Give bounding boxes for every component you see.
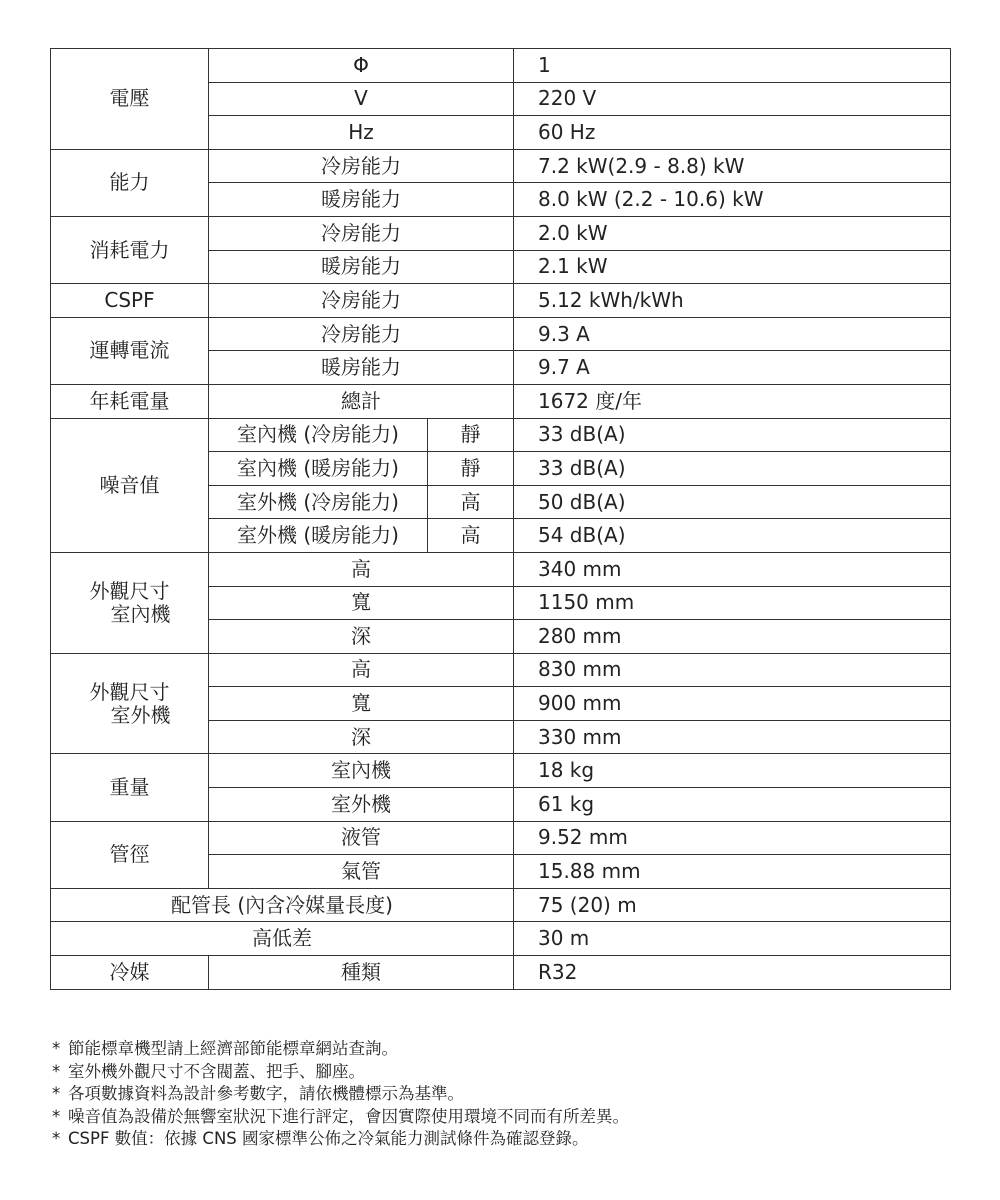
category-capacity: 能力 — [51, 149, 209, 216]
table-row — [51, 149, 951, 183]
value-pipe-length: 75 (20) m — [514, 888, 951, 922]
value-outdoor-depth: 330 mm — [514, 720, 951, 754]
footnote — [52, 1038, 952, 1061]
spec-table — [50, 48, 951, 990]
item-refrigerant-type: 種類 — [209, 956, 514, 990]
mode-noise-2: 靜 — [428, 452, 514, 486]
note-marker: * — [52, 1084, 61, 1104]
category-line-1: 外觀尺寸 — [89, 679, 170, 704]
value-annual-total: 1672 度/年 — [514, 384, 951, 418]
table-row — [51, 317, 951, 351]
mode-noise-1: 靜 — [428, 418, 514, 452]
item-indoor-depth: 深 — [209, 620, 514, 654]
note-marker: * — [52, 1106, 61, 1126]
table-row — [51, 821, 951, 855]
item-capacity-heating: 暖房能力 — [209, 183, 514, 217]
value-noise-3: 50 dB(A) — [514, 485, 951, 519]
note-marker: * — [52, 1039, 61, 1058]
value-indoor-height: 340 mm — [514, 552, 951, 586]
value-capacity-heating: 8.0 kW (2.2 - 10.6) kW — [514, 183, 951, 217]
category-cspf: CSPF — [51, 284, 209, 318]
value-noise-2: 33 dB(A) — [514, 452, 951, 486]
category-line-2: 室外機 — [110, 702, 171, 727]
value-current-heating: 9.7 A — [514, 351, 951, 385]
footnote-text: 室外機外觀尺寸不含閥蓋、把手、腳座。 — [68, 1061, 365, 1081]
value-pipe-liquid: 9.52 mm — [514, 821, 951, 855]
value-current-cooling: 9.3 A — [514, 317, 951, 351]
footnote-text: 節能標章機型請上經濟部節能標章網站查詢。 — [68, 1039, 398, 1058]
footnote — [52, 1061, 952, 1084]
item-weight-outdoor: 室外機 — [209, 788, 514, 822]
table-row — [51, 888, 951, 922]
item-volt: V — [209, 82, 514, 116]
item-indoor-width: 寬 — [209, 586, 514, 620]
item-power-cooling: 冷房能力 — [209, 216, 514, 250]
item-outdoor-depth: 深 — [209, 720, 514, 754]
item-current-cooling: 冷房能力 — [209, 317, 514, 351]
category-power: 消耗電力 — [51, 216, 209, 283]
value-noise-1: 33 dB(A) — [514, 418, 951, 452]
footnote — [52, 1128, 952, 1151]
item-noise-3: 室外機 (冷房能力) — [209, 485, 428, 519]
label-pipe-length: 配管長 (內含冷媒量長度) — [51, 888, 514, 922]
value-power-cooling: 2.0 kW — [514, 216, 951, 250]
value-power-heating: 2.1 kW — [514, 250, 951, 284]
label-height-diff: 高低差 — [51, 922, 514, 956]
table-row — [51, 284, 951, 318]
value-weight-outdoor: 61 kg — [514, 788, 951, 822]
value-indoor-width: 1150 mm — [514, 586, 951, 620]
value-cspf: 5.12 kWh/kWh — [514, 284, 951, 318]
footnote-text: 各項數據資料為設計參考數字，請依機體標示為基準。 — [68, 1084, 464, 1104]
item-noise-4: 室外機 (暖房能力) — [209, 519, 428, 553]
value-refrigerant: R32 — [514, 956, 951, 990]
table-row — [51, 49, 951, 83]
category-indoor-dimensions — [51, 552, 209, 653]
category-current: 運轉電流 — [51, 317, 209, 384]
category-line-1: 外觀尺寸 — [89, 578, 170, 603]
footnotes — [52, 1038, 952, 1151]
table-row — [51, 418, 951, 452]
item-outdoor-height: 高 — [209, 653, 514, 687]
value-outdoor-height: 830 mm — [514, 653, 951, 687]
item-frequency: Hz — [209, 116, 514, 150]
item-cspf: 冷房能力 — [209, 284, 514, 318]
category-noise: 噪音值 — [51, 418, 209, 552]
item-power-heating: 暖房能力 — [209, 250, 514, 284]
footnote — [52, 1106, 952, 1129]
value-frequency: 60 Hz — [514, 116, 951, 150]
category-line-2: 室內機 — [110, 601, 171, 626]
category-outdoor-dimensions — [51, 653, 209, 754]
value-capacity-cooling: 7.2 kW(2.9 - 8.8) kW — [514, 149, 951, 183]
footnote-text: CSPF 數值：依據 CNS 國家標準公佈之冷氣能力測試條件為確認登錄。 — [68, 1129, 589, 1149]
value-volt: 220 V — [514, 82, 951, 116]
table-row — [51, 384, 951, 418]
table-row — [51, 552, 951, 586]
category-weight: 重量 — [51, 754, 209, 821]
category-pipe: 管徑 — [51, 821, 209, 888]
value-weight-indoor: 18 kg — [514, 754, 951, 788]
item-capacity-cooling: 冷房能力 — [209, 149, 514, 183]
value-phase: 1 — [514, 49, 951, 83]
mode-noise-4: 高 — [428, 519, 514, 553]
note-marker: * — [52, 1129, 61, 1149]
table-row — [51, 922, 951, 956]
category-voltage: 電壓 — [51, 49, 209, 150]
note-marker: * — [52, 1061, 61, 1081]
item-current-heating: 暖房能力 — [209, 351, 514, 385]
value-indoor-depth: 280 mm — [514, 620, 951, 654]
table-row — [51, 653, 951, 687]
item-weight-indoor: 室內機 — [209, 754, 514, 788]
table-row — [51, 216, 951, 250]
item-outdoor-width: 寬 — [209, 687, 514, 721]
value-outdoor-width: 900 mm — [514, 687, 951, 721]
category-annual: 年耗電量 — [51, 384, 209, 418]
category-refrigerant: 冷媒 — [51, 956, 209, 990]
value-pipe-gas: 15.88 mm — [514, 855, 951, 889]
footnote-text: 噪音值為設備於無響室狀況下進行評定，會因實際使用環境不同而有所差異。 — [68, 1106, 629, 1126]
table-row — [51, 956, 951, 990]
mode-noise-3: 高 — [428, 485, 514, 519]
value-height-diff: 30 m — [514, 922, 951, 956]
item-pipe-gas: 氣管 — [209, 855, 514, 889]
value-noise-4: 54 dB(A) — [514, 519, 951, 553]
item-pipe-liquid: 液管 — [209, 821, 514, 855]
item-noise-1: 室內機 (冷房能力) — [209, 418, 428, 452]
footnote — [52, 1083, 952, 1106]
item-noise-2: 室內機 (暖房能力) — [209, 452, 428, 486]
item-phase: Φ — [209, 49, 514, 83]
item-indoor-height: 高 — [209, 552, 514, 586]
item-annual-total: 總計 — [209, 384, 514, 418]
table-row — [51, 754, 951, 788]
